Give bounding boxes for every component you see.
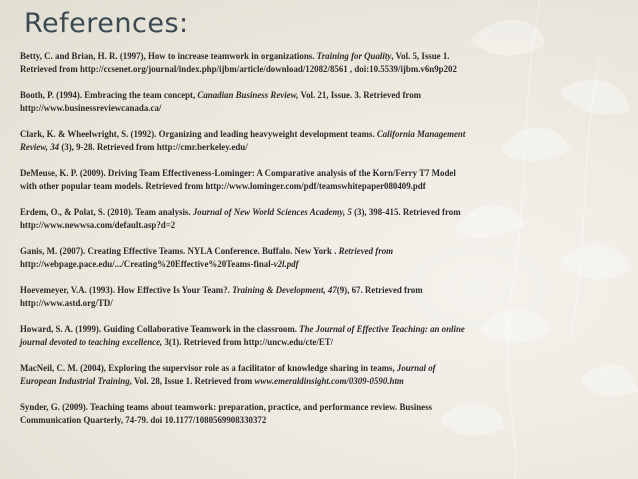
reference-line: Howard, S. A. (1999). Guiding Collaborative Teamwork in the classroom. The Journal of Effective Teaching: an online (20, 324, 465, 334)
page-title: References: (24, 8, 189, 39)
reference-line: Erdem, O., & Polat, S. (2010). Team analysis. Journal of New World Sciences Academy, 5 (3), 398-415. Retrieved from (20, 207, 461, 217)
reference-line: journal devoted to teaching excellence, 3(1). Retrieved from http://uncw.edu/cte/ET/ (20, 337, 334, 347)
reference-line: Hoevemeyer, V.A. (1993). How Effective Is Your Team?. Training & Development, 47(9), 67. Retrieved from (20, 285, 423, 295)
reference-item (20, 89, 625, 115)
reference-line: Betty, C. and Brian, H. R. (1997), How to increase teamwork in organizations. Training for Quality, Vol. 5, Issue 1. (20, 51, 450, 61)
reference-item (20, 50, 625, 76)
reference-line: http://www.astd.org/TD/ (20, 298, 113, 308)
reference-item (20, 401, 625, 427)
reference-item (20, 128, 625, 154)
reference-line: http://www.businessreviewcanada.ca/ (20, 103, 162, 113)
reference-line: Clark, K. & Wheelwright, S. (1992). Organizing and leading heavyweight development teams. California Management (20, 129, 466, 139)
reference-line: Review, 34 (3), 9-28. Retrieved from http://cmr.berkeley.edu/ (20, 142, 248, 152)
reference-item (20, 284, 625, 310)
reference-line: MacNeil, C. M. (2004), Exploring the supervisor role as a facilitator of knowledge sharing in teams, Journal of (20, 363, 436, 373)
reference-line: Synder, G. (2009). Teaching teams about teamwork: preparation, practice, and performance review. Business (20, 402, 433, 412)
reference-line: http://www.newwsa.com/default.asp?d=2 (20, 220, 176, 230)
reference-line: Ganis, M. (2007). Creating Effective Teams. NYLA Conference. Buffalo. New York . Retrieved from (20, 246, 394, 256)
reference-line: Communication Quarterly, 74-79. doi 10.1177/1080569908330372 (20, 415, 267, 425)
reference-line: DeMeuse, K. P. (2009). Driving Team Effectiveness-Lominger: A Comparative analysis of the Korn/Ferry T7 Model (20, 168, 456, 178)
reference-item (20, 167, 625, 193)
reference-item (20, 362, 625, 388)
reference-line: with other popular team models. Retrieved from http://www.lominger.com/pdf/teamswhitepaper080409.pdf (20, 181, 426, 191)
reference-line: European Industrial Training, Vol. 28, Issue 1. Retrieved from www.emeraldinsight.com/0309-0590.htm (20, 376, 404, 386)
reference-item (20, 206, 625, 232)
reference-line: http://webpage.pace.edu/.../Creating%20Effective%20Teams-final-v2l.pdf (20, 259, 299, 269)
reference-item (20, 245, 625, 271)
reference-line: Booth, P. (1994). Embracing the team concept, Canadian Business Review, Vol. 21, Issue. 3. Retrieved from (20, 90, 422, 100)
reference-list (20, 50, 625, 440)
reference-item (20, 323, 625, 349)
reference-line: Retrieved from http://ccsenet.org/journal/index.php/ijbm/article/download/12082/8561 , doi:10.5539/ijbm.v6n9p202 (20, 64, 457, 74)
